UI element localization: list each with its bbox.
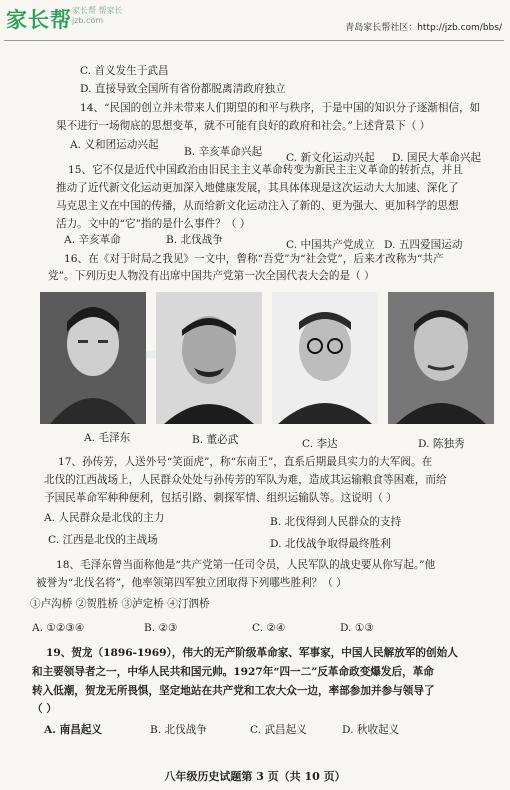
- q18-items: ①卢沟桥 ②贺胜桥 ③泸定桥 ④汀泗桥: [30, 598, 210, 610]
- q18-option-c: C. ②④: [252, 622, 286, 634]
- portrait-mao-zedong-drawing: [40, 292, 146, 424]
- q15-stem-line4: 活力。文中的“它”指的是什么事件？（ ）: [56, 218, 251, 230]
- q14-stem-line2: 果不进行一场彻底的思想变革，就不可能有良好的政府和社会。”上述背景下（ ）: [56, 120, 431, 132]
- q18-option-b: B. ②③: [144, 622, 178, 634]
- portrait-dong-biwu-drawing: [156, 292, 262, 424]
- q19-stem-line2: 和主要领导者之一，中华人民共和国元帅。1927年“四一二”反革命政变爆发后，革命: [32, 666, 434, 678]
- q15-stem-line1: 15、它不仅是近代中国政治由旧民主主义革命转变为新民主主义革命的转折点，并且: [68, 164, 463, 176]
- q19-stem-line4: （ ）: [32, 703, 57, 715]
- q19-stem-line3: 转入低潮，贺龙无所畏惧，坚定地站在共产党和工农大众一边，率部参加并参与领导了: [32, 685, 435, 697]
- q19-option-d: D. 秋收起义: [342, 724, 400, 736]
- q15-option-c: C. 中国共产党成立: [286, 239, 375, 251]
- logo-slogan: 家长帮 帮家长: [72, 6, 123, 15]
- site-logo: 家长帮: [6, 8, 72, 32]
- q13-option-c: C. 首义发生于武昌: [80, 65, 169, 77]
- watermark: ~: [94, 290, 202, 415]
- logo-domain: jzb.com: [72, 16, 104, 25]
- q17-option-b: B. 北伐得到人民群众的支持: [270, 516, 402, 528]
- q17-option-d: D. 北伐战争取得最终胜利: [270, 538, 391, 550]
- q13-option-d: D. 直接导致全国所有省份都脱离清政府独立: [80, 83, 286, 95]
- q17-stem-line1: 17、孙传芳，人送外号“笑面虎”，称“东南王”，直系后期最具实力的大军阀。在: [58, 456, 433, 468]
- portrait-chen-duxiu: [388, 292, 494, 424]
- q16-option-c: C. 李达: [302, 438, 338, 450]
- page-header: [0, 0, 510, 44]
- portrait-dong-biwu: [156, 292, 262, 424]
- q15-stem-line3: 马克思主义在中国的传播，从而给新文化运动注入了新的、更为强大、更加科学的思想: [56, 200, 459, 212]
- q14-option-c: C. 新文化运动兴起: [286, 152, 375, 164]
- q16-option-a: A. 毛泽东: [84, 432, 131, 444]
- q17-option-c: C. 江西是北伐的主战场: [48, 534, 158, 546]
- portrait-chen-duxiu-drawing: [388, 292, 494, 424]
- q19-stem-line1: 19、贺龙（1896-1969），伟大的无产阶级革命家、军事家，中国人民解放军的创始人: [46, 647, 458, 659]
- q15-option-a: A. 辛亥革命: [64, 234, 121, 246]
- q14-stem-line1: 14、“民国的创立并未带来人们期望的和平与秩序，于是中国的知识分子逐渐相信，如: [80, 102, 481, 114]
- q14-option-b: B. 辛亥革命兴起: [184, 146, 263, 158]
- portrait-li-da: [272, 292, 378, 424]
- page-footer: 八年级历史试题第 3 页（共 10 页）: [164, 770, 346, 783]
- q15-option-d: D. 五四爱国运动: [384, 239, 463, 251]
- q18-option-d: D. ①③: [340, 622, 374, 634]
- q19-option-a: A. 南昌起义: [44, 724, 102, 736]
- q18-stem-line1: 18、毛泽东曾当面称他是“共产党第一任司令员，人民军队的战史要从你写起。”他: [56, 559, 436, 571]
- q17-stem-line2: 北伐的江西战场上，人民群众处处与孙传芳的军队为难，造成其运输粮食等困难，而给: [44, 474, 447, 486]
- site-url: 青岛家长帮社区：http://jzb.com/bbs/: [345, 23, 502, 33]
- q16-option-b: B. 董必武: [192, 434, 239, 446]
- q14-option-a: A. 义和团运动兴起: [70, 139, 159, 151]
- q16-stem-line2: 党”。下列历史人物没有出席中国共产党第一次全国代表大会的是（ ）: [48, 270, 375, 282]
- q15-option-b: B. 北伐战争: [166, 234, 223, 246]
- q19-option-b: B. 北伐战争: [150, 724, 207, 736]
- portrait-li-da-drawing: [272, 292, 378, 424]
- q14-option-d: D. 国民大革命兴起: [392, 152, 482, 164]
- q16-option-d: D. 陈独秀: [418, 438, 465, 450]
- q15-stem-line2: 推动了近代新文化运动更加深入地健康发展，其具体体现是这次运动大大加速、深化了: [56, 182, 459, 194]
- q16-stem-line1: 16、在《对于时局之我见》一文中，曾称“吾党”为“社会党”，后来才改称为“共产: [64, 253, 444, 265]
- portrait-mao-zedong: [40, 292, 146, 424]
- q18-option-a: A. ①②③④: [32, 622, 85, 634]
- q17-stem-line3: 予国民革命军种种便利，包括引路、刺探军情、组织运输队等。这说明（ ）: [44, 492, 397, 504]
- header-divider: [4, 40, 504, 41]
- q19-option-c: C. 武昌起义: [250, 724, 307, 736]
- logo-subtitle: [72, 6, 123, 26]
- q18-stem-line2: 被誉为“北伐名将”，他率领第四军独立团取得下列哪些胜利？（ ）: [36, 577, 347, 589]
- q17-option-a: A. 人民群众是北伐的主力: [44, 512, 165, 524]
